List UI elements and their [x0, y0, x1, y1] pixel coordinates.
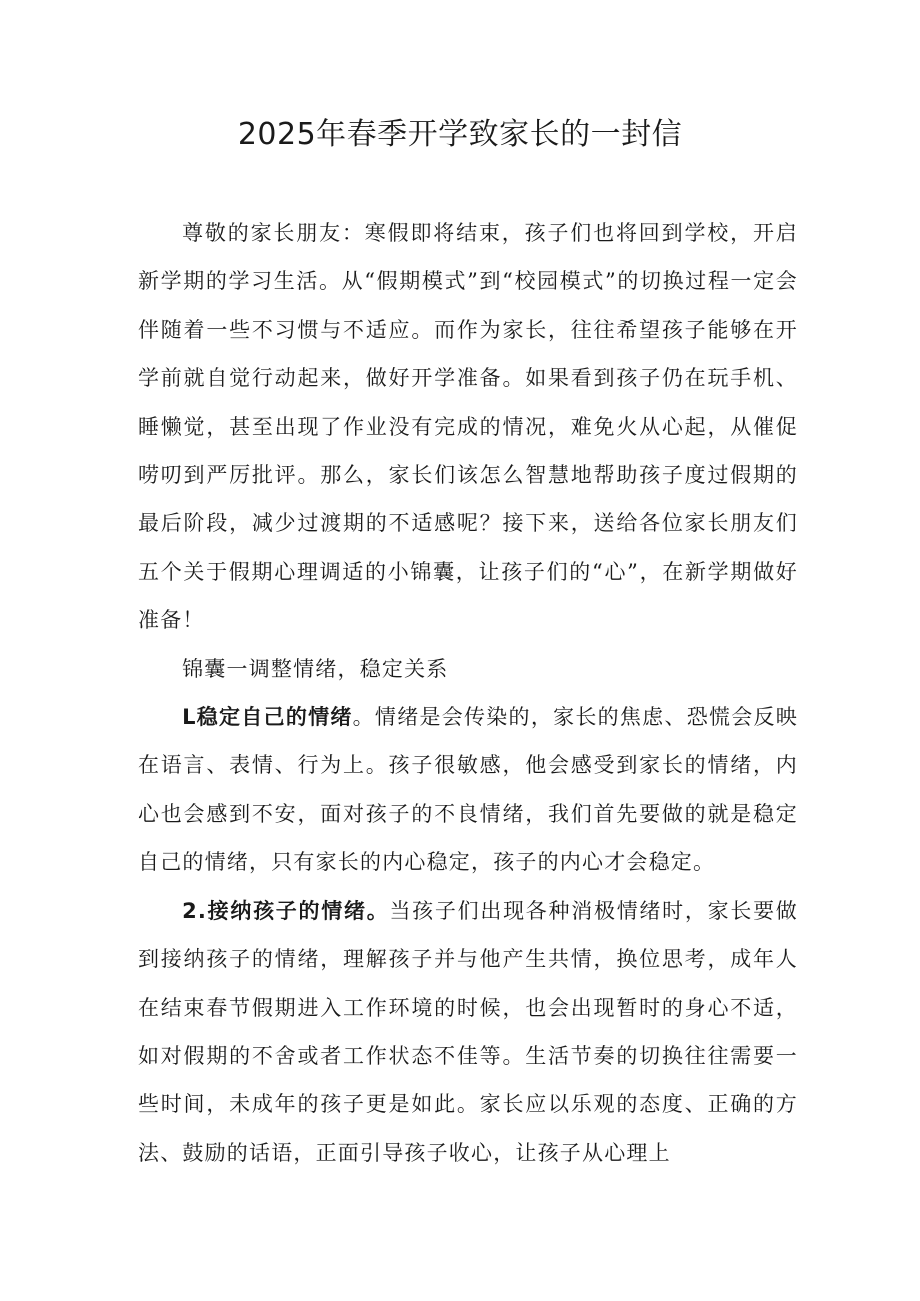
item-2-text: 当孩子们出现各种消极情绪时，家长要做到接纳孩子的情绪，理解孩子并与他产生共情，换位思考，成年人在结束春节假期进入工作环境的时候，也会出现暂时的身心不适，如对假期的不舍或者工作状态不佳等。生活节奏的切换往往需要一些时间，未成年的孩子更是如此。家长应以乐观的态度、正确的方法、鼓励的话语，正面引导孩子收心，让孩子从心理上: [138, 898, 798, 1165]
item-2-paragraph: [138, 887, 798, 1177]
section-heading: 锦囊一调整情绪，稳定关系: [182, 656, 449, 681]
document-body: [138, 209, 798, 1177]
item-2-lead: 2.接纳孩子的情绪。: [182, 898, 390, 923]
intro-paragraph: 尊敬的家长朋友：寒假即将结束，孩子们也将回到学校，开启新学期的学习生活。从“假期模式”到“校园模式”的切换过程一定会伴随着一些不习惯与不适应。而作为家长，往往希望孩子能够在开学前就自觉行动起来，做好开学准备。如果看到孩子仍在玩手机、睡懒觉，甚至出现了作业没有完成的情况，难免火从心起，从催促唠叨到严厉批评。那么，家长们该怎么智慧地帮助孩子度过假期的最后阶段，减少过渡期的不适感呢？接下来，送给各位家长朋友们五个关于假期心理调适的小锦囊，让孩子们的“心”，在新学期做好准备！: [138, 221, 798, 633]
item-1-lead: L稳定自己的情绪: [182, 705, 353, 730]
document-title: 2025年春季开学致家长的一封信: [237, 117, 683, 152]
item-1-paragraph: [138, 693, 798, 887]
item-1-text: 。情绪是会传染的，家长的焦虑、恐慌会反映在语言、表情、行为上。孩子很敏感，他会感受到家长的情绪，内心也会感到不安，面对孩子的不良情绪，我们首先要做的就是稳定自己的情绪，只有家长的内心稳定，孩子的内心才会稳定。: [138, 705, 799, 875]
